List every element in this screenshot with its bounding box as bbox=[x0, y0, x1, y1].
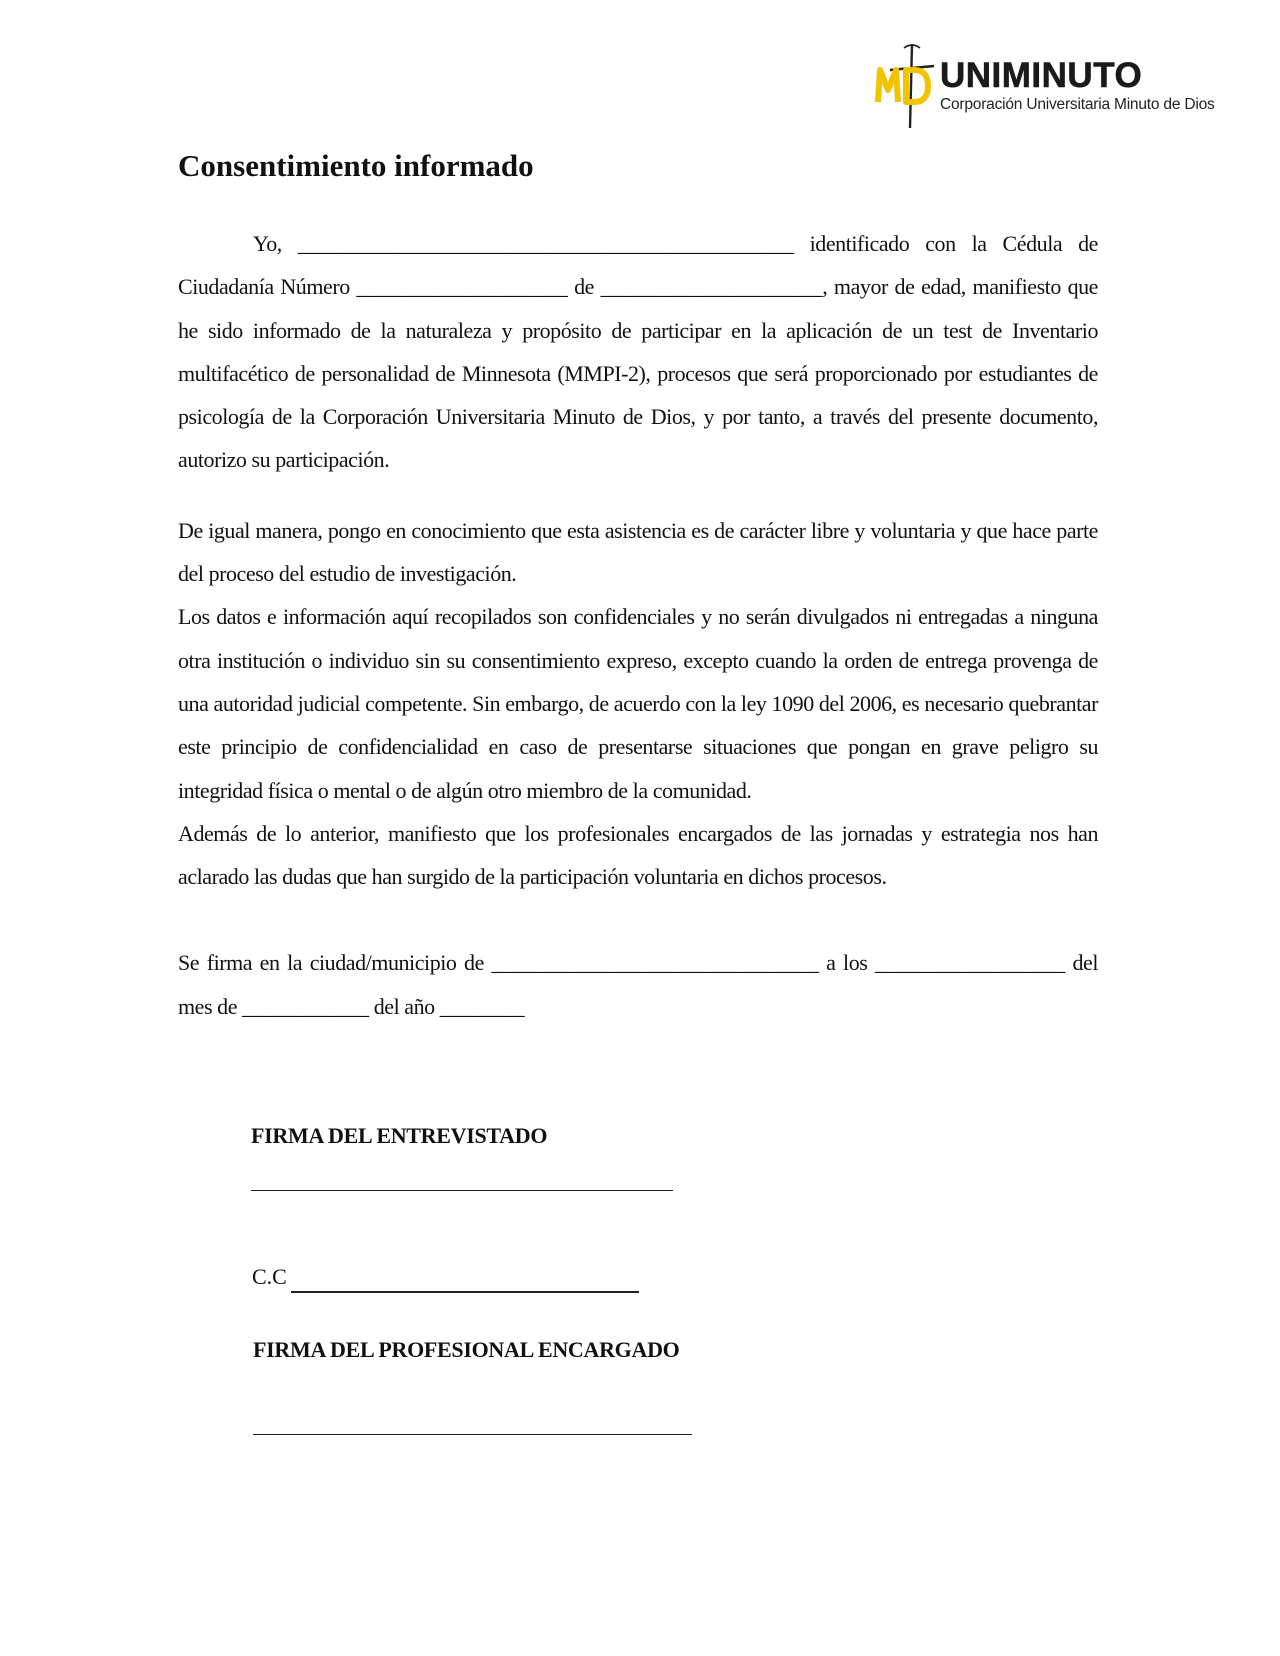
interviewee-signature-line[interactable] bbox=[251, 1190, 673, 1191]
professional-signature-label: FIRMA DEL PROFESIONAL ENCARGADO bbox=[253, 1337, 680, 1362]
professional-signature-line[interactable] bbox=[253, 1434, 692, 1435]
paragraph-signing-place: Se firma en la ciudad/municipio de _______________________________ a los __________________ del mes de ____________ del año ________ bbox=[178, 950, 1098, 1019]
logo-wordmark: UNIMINUTO bbox=[940, 56, 1143, 95]
logo-subtitle: Corporación Universitaria Minuto de Dios bbox=[940, 96, 1215, 113]
page-title: Consentimiento informado bbox=[178, 148, 534, 183]
uniminuto-logo bbox=[874, 40, 1234, 132]
document-body bbox=[178, 222, 1098, 1028]
paragraph-clarification: Además de lo anterior, manifiesto que los profesionales encargados de las jornadas y estrategia nos han aclarado las dudas que han surgido de la participación voluntaria en dichos procesos. bbox=[178, 820, 1098, 890]
interviewee-signature-label: FIRMA DEL ENTREVISTADO bbox=[251, 1123, 548, 1148]
cc-label: C.C bbox=[252, 1264, 287, 1289]
paragraph-voluntary: De igual manera, pongo en conocimiento que esta asistencia es de carácter libre y voluntaria y que hace parte del proceso del estudio de investigación. bbox=[178, 517, 1098, 587]
cc-signature-line[interactable] bbox=[291, 1291, 639, 1293]
cross-logo-icon bbox=[874, 40, 944, 132]
paragraph-confidentiality: Los datos e información aquí recopilados son confidenciales y no serán divulgados ni entregadas a ninguna otra institución o individuo sin su consentimiento expreso, excepto cuando la orden de entrega provenga de una autoridad judicial competente. Sin embargo, de acuerdo con la ley 1090 del 2006, es necesario quebrantar este principio de confidencialidad en caso de presentarse situaciones que pongan en grave peligro su integridad física o mental o de algún otro miembro de la comunidad. bbox=[178, 604, 1098, 803]
paragraph-identification: Yo, _______________________________________________ identificado con la Cédula de Ciudadanía Número ____________________ de _____________________, mayor de edad, manifiesto que he sido informado de la naturaleza y propósito de participar en la aplicación de un test de Inventario multifacético de personalidad de Minnesota (MMPI-2), procesos que será proporcionado por estudiantes de psicología de la Corporación Universitaria Minuto de Dios, y por tanto, a través del presente documento, autorizo su participación. bbox=[178, 231, 1098, 473]
